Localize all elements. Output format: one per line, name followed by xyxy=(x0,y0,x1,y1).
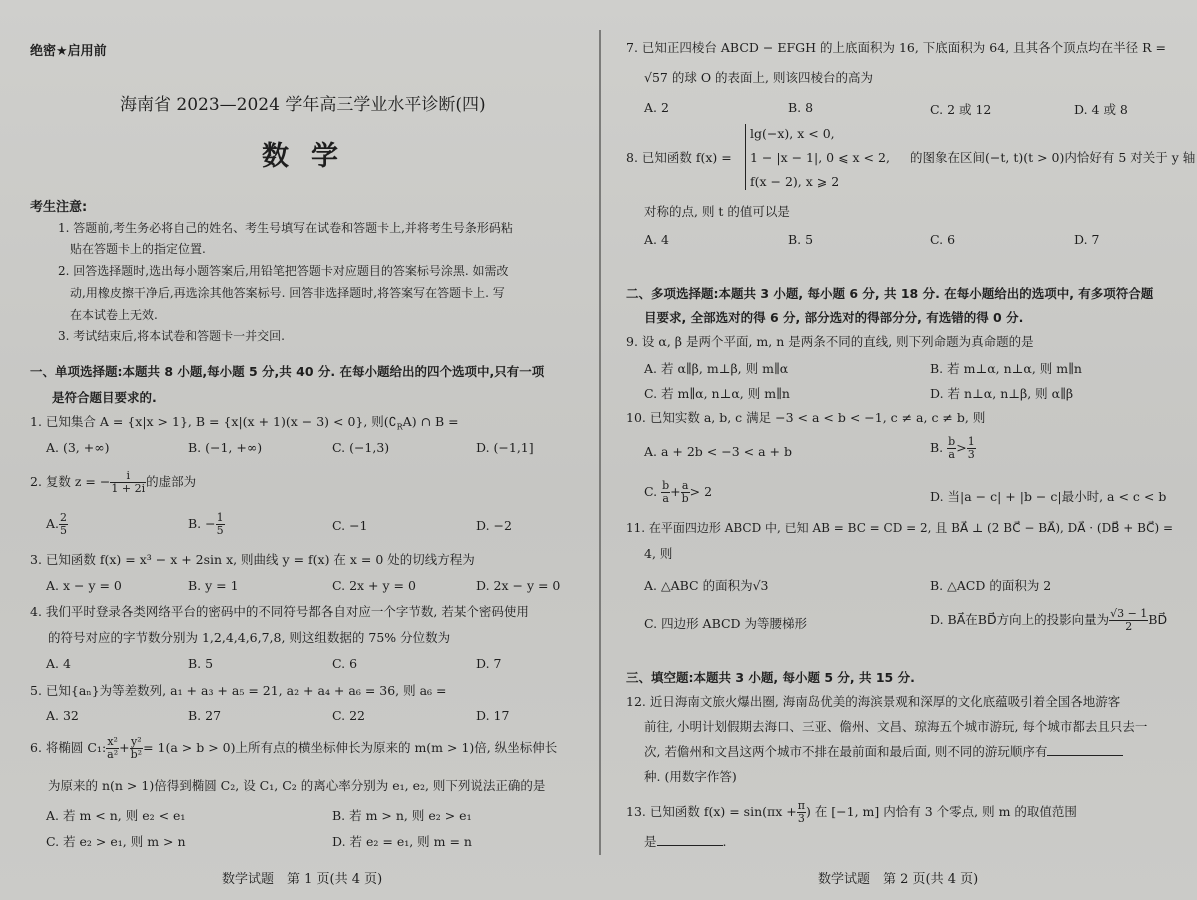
option: C. 6 xyxy=(332,656,358,671)
option: D. −2 xyxy=(476,518,512,533)
page-footer: 数学试题 第 2 页(共 4 页) xyxy=(818,872,979,887)
question-12-end: 种. (用数字作答) xyxy=(644,769,737,784)
page-footer: 数学试题 第 1 页(共 4 页) xyxy=(222,872,383,887)
note-line: 动,用橡皮擦干净后,再选涂其他答案标号. 回答非选择题时,将答案写在答题卡上. 写 xyxy=(70,286,505,300)
option: C. (−1,3) xyxy=(332,440,390,455)
option: B. 8 xyxy=(788,100,814,115)
right-page xyxy=(604,0,1197,900)
question-6: 6. 将椭圆 C₁: $\frac{\text{x²}}{\text{a²}}$ + $\frac{\text{y²}}{\text{b²}}$ = 1(a > b > 0)上所有点的横坐标伸长为原来的 m(m > 1)倍, 纵坐标伸长 xyxy=(30,735,558,761)
option: D. 当|a − c| + |b − c|最小时, a < c < b xyxy=(930,489,1167,504)
question-4: 4. 我们平时登录各类网络平台的密码中的不同符号都各自对应一个字节数, 若某个密码使用 xyxy=(30,604,529,619)
left-page xyxy=(0,0,598,900)
piecewise-case: f(x − 2), x ⩾ 2 xyxy=(750,174,840,189)
question-8: 8. 已知函数 f(x) = xyxy=(626,150,732,165)
piecewise-case: 1 − |x − 1|, 0 ⩽ x < 2, xyxy=(750,150,890,165)
notes-heading: 考生注意: xyxy=(30,200,88,215)
option: A. a + 2b < −3 < a + b xyxy=(644,444,792,459)
question-8-tail: 的图象在区间(−t, t)(t > 0)内恰好有 5 对关于 y 轴 xyxy=(910,150,1196,165)
option: A. 32 xyxy=(46,708,79,723)
option: C. 6 xyxy=(930,232,956,247)
question-9: 9. 设 α, β 是两个平面, m, n 是两条不同的直线, 则下列命题为真命题的是 xyxy=(626,334,1034,349)
option: B. (−1, +∞) xyxy=(188,440,263,455)
question-12-cont: 前往, 小明计划假期去海口、三亚、儋州、文昌、琼海五个城市游玩, 每个城市都去且只去一 xyxy=(644,719,1148,734)
option: C. 四边形 ABCD 为等腰梯形 xyxy=(644,616,808,631)
note-line: 贴在答题卡上的指定位置. xyxy=(70,242,206,256)
note-line: 1. 答题前,考生务必将自己的姓名、考生号填写在试卷和答题卡上,并将考生号条形码粘 xyxy=(58,221,513,235)
option: D. 若 e₂ = e₁, 则 m = n xyxy=(332,834,472,849)
exam-title: 海南省 2023—2024 学年高三学业水平诊断(四) xyxy=(120,95,486,115)
option: B. △ACD 的面积为 2 xyxy=(930,578,1052,593)
question-3: 3. 已知函数 f(x) = x³ − x + 2sin x, 则曲线 y = f(x) 在 x = 0 处的切线方程为 xyxy=(30,552,475,567)
option: A. 4 xyxy=(644,232,669,247)
answer-blank[interactable] xyxy=(1047,755,1123,756)
question-13-cont: 是 . xyxy=(644,834,727,849)
section-2-heading: 二、多项选择题:本题共 3 小题, 每小题 6 分, 共 18 分. 在每小题给出的选项中, 有多项符合题 xyxy=(626,286,1154,301)
option: B. 5 xyxy=(788,232,814,247)
answer-blank[interactable] xyxy=(657,845,723,846)
piecewise-brace xyxy=(745,124,746,190)
question-7: 7. 已知正四棱台 ABCD − EFGH 的上底面积为 16, 下底面积为 64, 且其各个顶点均在半径 R = xyxy=(626,40,1166,55)
note-line: 2. 回答选择题时,选出每小题答案后,用铅笔把答题卡对应题目的答案标号涂黑. 如需改 xyxy=(58,264,509,278)
option: D. (−1,1] xyxy=(476,440,534,455)
option: A. $\frac{2}{5}$ xyxy=(46,511,68,537)
option: B. 27 xyxy=(188,708,222,723)
question-11: 11. 在平面四边形 ABCD 中, 已知 AB = BC = CD = 2, 且 BA⃗ ⊥ (2 BC⃗ − BA⃗), DA⃗ · (DB⃗ + BC⃗) = xyxy=(626,521,1174,535)
option: B. $\frac{b}{a}$ > $\frac{1}{3}$ xyxy=(930,435,975,461)
option: B. 若 m > n, 则 e₂ > e₁ xyxy=(332,808,472,823)
option: D. 若 n⊥α, n⊥β, 则 α∥β xyxy=(930,386,1074,401)
question-1: 1. 已知集合 A = {x|x > 1}, B = {x|(x + 1)(x − 3) < 0}, 则$(∁_RA)$ ∩ B = xyxy=(30,414,459,432)
option: A. 4 xyxy=(46,656,71,671)
option: A. x − y = 0 xyxy=(46,578,122,593)
piecewise-case: lg(−x), x < 0, xyxy=(750,126,835,141)
question-11-cont: 4, 则 xyxy=(644,546,673,561)
option: A. (3, +∞) xyxy=(46,440,110,455)
option: D. 7 xyxy=(476,656,502,671)
option: D. 17 xyxy=(476,708,510,723)
option: C. 2x + y = 0 xyxy=(332,578,416,593)
note-line: 在本试卷上无效. xyxy=(70,308,158,322)
option: C. 若 m∥α, n⊥α, 则 m∥n xyxy=(644,386,790,401)
option: C. −1 xyxy=(332,518,368,533)
question-13: 13. 已知函数 f(x) = sin(πx + $\frac{\pi}{3}$ ) 在 [−1, m] 内恰有 3 个零点, 则 m 的取值范围 xyxy=(626,799,1077,825)
option: A. △ABC 的面积为√3 xyxy=(644,578,769,593)
question-6-cont: 为原来的 n(n > 1)倍得到椭圆 C₂, 设 C₁, C₂ 的离心率分别为 e₁, e₂, 则下列说法正确的是 xyxy=(48,778,546,793)
note-line: 3. 考试结束后,将本试卷和答题卡一并交回. xyxy=(58,329,285,343)
option: A. 若 m < n, 则 e₂ < e₁ xyxy=(46,808,186,823)
section-3-heading: 三、填空题:本题共 3 小题, 每小题 5 分, 共 15 分. xyxy=(626,670,915,685)
option: B. 若 m⊥α, n⊥α, 则 m∥n xyxy=(930,361,1082,376)
question-2: 2. 复数 z = − $\frac{i}{1 + 2i}$ 的虚部为 xyxy=(30,469,197,495)
question-12-cont: 次, 若儋州和文昌这两个城市不排在最前面和最后面, 则不同的游玩顺序有 xyxy=(644,744,1123,760)
option: B. 5 xyxy=(188,656,214,671)
section-2-heading-cont: 目要求, 全部选对的得 6 分, 部分选对的得部分分, 有选错的得 0 分. xyxy=(644,310,1024,325)
option: B. y = 1 xyxy=(188,578,239,593)
option: A. 2 xyxy=(644,100,669,115)
option: C. $\frac{b}{a}$ + $\frac{a}{b}$ > 2 xyxy=(644,479,713,505)
page-divider xyxy=(599,30,601,855)
question-7-cont: √57 的球 O 的表面上, 则该四棱台的高为 xyxy=(644,70,873,85)
option: C. 若 e₂ > e₁, 则 m > n xyxy=(46,834,186,849)
question-12: 12. 近日海南文旅火爆出圈, 海南岛优美的海滨景观和深厚的文化底蕴吸引着全国各地游客 xyxy=(626,694,1121,709)
question-4-cont: 的符号对应的字节数分别为 1,2,4,4,6,7,8, 则这组数据的 75% 分位数为 xyxy=(48,630,451,645)
subject-title: 数学 xyxy=(262,141,360,172)
option: A. 若 α∥β, m⊥β, 则 m∥α xyxy=(644,361,789,376)
option: D. BA⃗在BD⃗方向上的投影向量为 $\frac{√3 - 1}{2}$ BD⃗ xyxy=(930,607,1168,633)
option: C. 2 或 12 xyxy=(930,102,992,117)
section-1-heading-cont: 是符合题目要求的. xyxy=(52,390,157,405)
option: D. 7 xyxy=(1074,232,1100,247)
question-10: 10. 已知实数 a, b, c 满足 −3 < a < b < −1, c ≠ a, c ≠ b, 则 xyxy=(626,410,986,425)
option: D. 2x − y = 0 xyxy=(476,578,561,593)
option: B. − $\frac{1}{5}$ xyxy=(188,511,224,537)
question-8-cont: 对称的点, 则 t 的值可以是 xyxy=(644,204,790,219)
section-1-heading: 一、单项选择题:本题共 8 小题,每小题 5 分,共 40 分. 在每小题给出的四个选项中,只有一项 xyxy=(30,364,545,379)
option: D. 4 或 8 xyxy=(1074,102,1128,117)
option: C. 22 xyxy=(332,708,365,723)
confidential-mark: 绝密★启用前 xyxy=(30,44,107,59)
question-5: 5. 已知{aₙ}为等差数列, a₁ + a₃ + a₅ = 21, a₂ + a₄ + a₆ = 36, 则 a₆ = xyxy=(30,683,447,698)
